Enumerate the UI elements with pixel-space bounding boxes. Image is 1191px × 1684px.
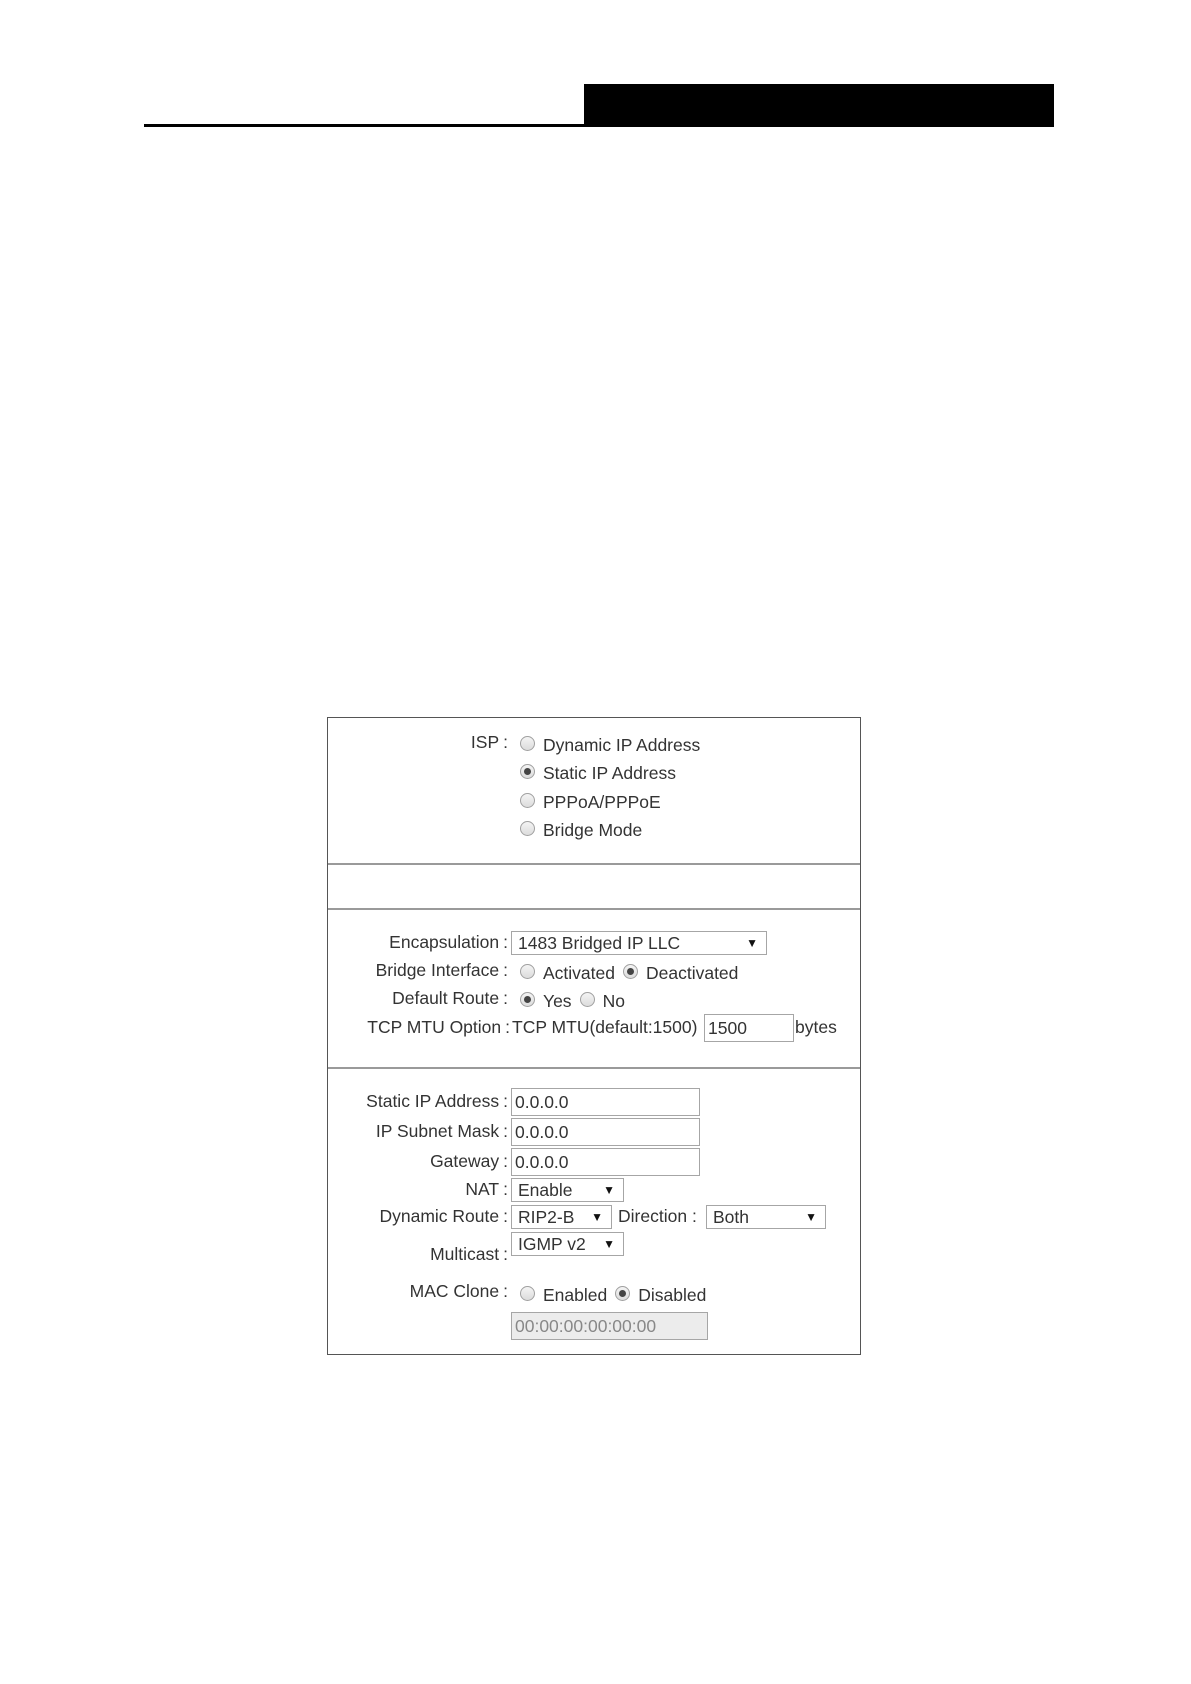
radio-mac-clone-enabled[interactable] [520, 1286, 535, 1301]
radio-bridge-deactivated[interactable] [623, 964, 638, 979]
chevron-down-icon: ▼ [591, 1210, 603, 1224]
mac-clone-options: Enabled Disabled [520, 1285, 706, 1306]
radio-bridge-activated[interactable] [520, 964, 535, 979]
wan-settings-panel [327, 717, 861, 1355]
gateway-label: Gateway : [430, 1151, 508, 1171]
dynamic-route-select[interactable]: RIP2-B ▼ [511, 1205, 612, 1229]
isp-label: ISP : [470, 732, 508, 752]
gateway-input[interactable]: 0.0.0.0 [511, 1148, 700, 1176]
subnet-mask-label: IP Subnet Mask : [375, 1121, 508, 1141]
multicast-label: Multicast : [430, 1244, 508, 1264]
isp-option-pppoe[interactable]: PPPoA/PPPoE [520, 792, 661, 813]
direction-select[interactable]: Both ▼ [706, 1205, 826, 1229]
tcp-mtu-prefix: TCP MTU(default:1500) [512, 1017, 698, 1037]
radio-pppoe[interactable] [520, 793, 535, 808]
header-bar [584, 84, 1054, 127]
isp-option-dynamic[interactable]: Dynamic IP Address [520, 735, 700, 756]
header-rule [144, 124, 584, 127]
isp-option-bridge[interactable]: Bridge Mode [520, 820, 642, 841]
mac-address-input[interactable]: 00:00:00:00:00:00 [511, 1312, 708, 1340]
nat-select[interactable]: Enable ▼ [511, 1178, 624, 1202]
bridge-interface-label: Bridge Interface : [375, 960, 508, 980]
section-divider [328, 863, 860, 865]
radio-default-route-yes[interactable] [520, 992, 535, 1007]
chevron-down-icon: ▼ [603, 1183, 615, 1197]
radio-default-route-no[interactable] [580, 992, 595, 1007]
radio-dynamic-ip[interactable] [520, 736, 535, 751]
bridge-interface-options: Activated Deactivated [520, 963, 738, 984]
chevron-down-icon: ▼ [746, 936, 758, 950]
multicast-select[interactable]: IGMP v2 ▼ [511, 1232, 624, 1256]
mac-clone-label: MAC Clone : [409, 1281, 508, 1301]
static-ip-label: Static IP Address : [366, 1091, 508, 1111]
encapsulation-select[interactable]: 1483 Bridged IP LLC ▼ [511, 931, 767, 955]
default-route-options: Yes No [520, 991, 625, 1012]
nat-label: NAT : [465, 1179, 508, 1199]
static-ip-input[interactable]: 0.0.0.0 [511, 1088, 700, 1116]
encapsulation-label: Encapsulation : [389, 932, 508, 952]
radio-mac-clone-disabled[interactable] [615, 1286, 630, 1301]
isp-option-static[interactable]: Static IP Address [520, 763, 676, 784]
tcp-mtu-input[interactable]: 1500 [704, 1014, 794, 1042]
tcp-mtu-label: TCP MTU Option : [367, 1017, 510, 1037]
direction-label: Direction : [618, 1206, 697, 1226]
dynamic-route-label: Dynamic Route : [379, 1206, 508, 1226]
radio-static-ip[interactable] [520, 764, 535, 779]
radio-bridge-mode[interactable] [520, 821, 535, 836]
chevron-down-icon: ▼ [805, 1210, 817, 1224]
tcp-mtu-unit: bytes [795, 1017, 837, 1037]
section-divider [328, 1067, 860, 1069]
default-route-label: Default Route : [392, 988, 508, 1008]
subnet-mask-input[interactable]: 0.0.0.0 [511, 1118, 700, 1146]
section-divider [328, 908, 860, 910]
chevron-down-icon: ▼ [603, 1237, 615, 1251]
